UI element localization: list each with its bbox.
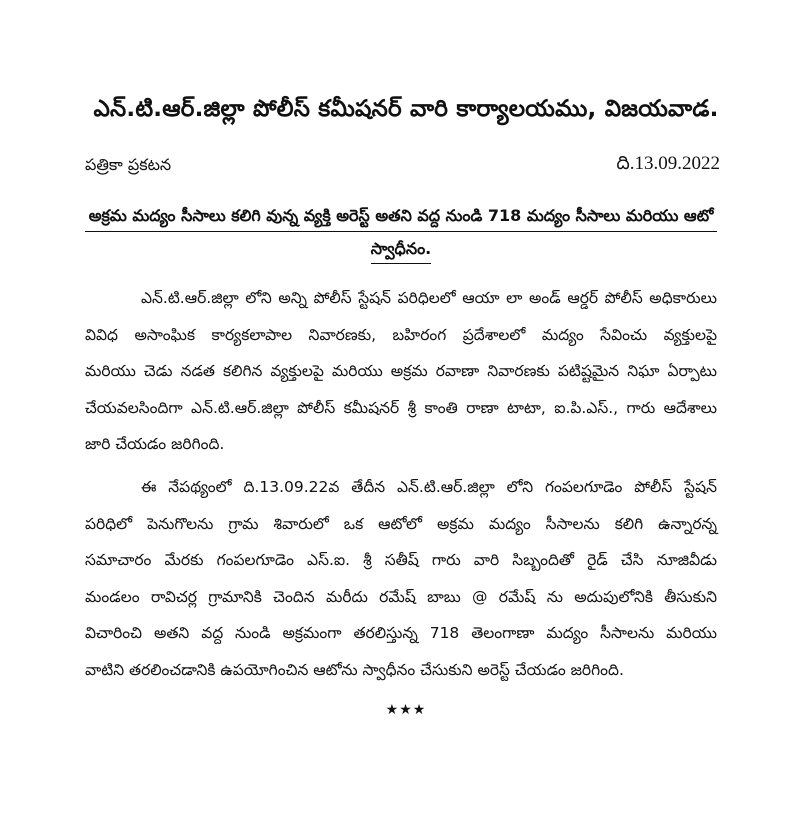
headline — [85, 200, 717, 265]
document-title: ఎన్.టి.ఆర్.జిల్లా పోలీస్ కమీషనర్ వారి కార్యాలయము, విజయవాడ. — [93, 96, 719, 122]
paragraph-2-line: వాటిని తరలించడానికి ఉపయోగించిన ఆటోను స్వాధీనం చేసుకుని అరెస్ట్ చేయడం జరిగింది. — [85, 660, 624, 679]
paragraph-2-line: ఈ నేపథ్యంలో ది.13.09.22వ తేదీన ఎన్.టి.ఆర్.జిల్లా లోని గంపలగూడెం పోలీస్ స్టేషన్ — [141, 478, 717, 496]
paragraph-1-line: ఎన్.టి.ఆర్.జిల్లా లోని అన్ని పోలీస్ స్టేషన్ పరిధిలలో ఆయా లా అండ్ ఆర్డర్ పోలీస్ అధికారులు — [141, 289, 717, 307]
paragraph-2-line: సమాచారం మేరకు గంపలగూడెం ఎస్.ఐ. శ్రీ సతీష్ గారు వారి సిబ్బందితో రైడ్ చేసి నూజివీడు — [85, 551, 717, 569]
paragraph-1-line: వివిధ అసాంఘిక కార్యకలాపాల నివారణకు, బహిరంగ ప్రదేశాలలో మద్యం సేవించు వ్యక్తులపై — [85, 325, 717, 344]
paragraph-1-line: చేయవలసిందిగా ఎన్.టి.ఆర్.జిల్లా పోలీస్ కమీషనర్ శ్రీ కాంతి రాణా టాటా, ఐ.పి.ఎస్., గారు ఆదేశాలు — [85, 398, 717, 417]
paragraph-1 — [85, 280, 717, 463]
press-release-label: పత్రికా ప్రకటన — [85, 155, 172, 174]
paragraph-2-line: విచారించి అతని వద్ద నుండి అక్రమంగా తరలిస్తున్న 718 తెలంగాణా మద్యం సీసాలను మరియు — [85, 624, 717, 642]
paragraph-2-line: మండలం రావిచర్ల గ్రామానికి చెందిన మరీదు రమేష్ బాబు @ రమేష్ ను అదుపులోనికి తీసుకుని — [85, 587, 717, 606]
paragraph-1-line: మరియు చెడు నడత కలిగిన వ్యక్తులపై మరియు అక్రమ రవాణా నివారణకు పటిష్టమైన నిఘా ఏర్పాటు — [85, 362, 717, 380]
paragraph-2-line: పరిధిలో పెనుగొలను గ్రామ శివారులో ఒక ఆటోలో అక్రమ మద్యం సీసాలను కలిగి ఉన్నారన్న — [85, 514, 717, 533]
headline-line-1: అక్రమ మద్యం సీసాలు కలిగి వున్న వ్యక్తి అరెస్ట్ అతని వద్ద నుండి 718 మద్యం సీసాలు మరియు ఆటో — [85, 200, 717, 232]
headline-line-2: స్వాధీనం. — [371, 235, 432, 264]
closing-stars: ★★★ — [385, 702, 427, 718]
paragraph-1-line: జారి చేయడం జరిగింది. — [85, 435, 225, 453]
release-date: ది.13.09.2022 — [616, 153, 720, 174]
paragraph-2 — [85, 469, 717, 688]
